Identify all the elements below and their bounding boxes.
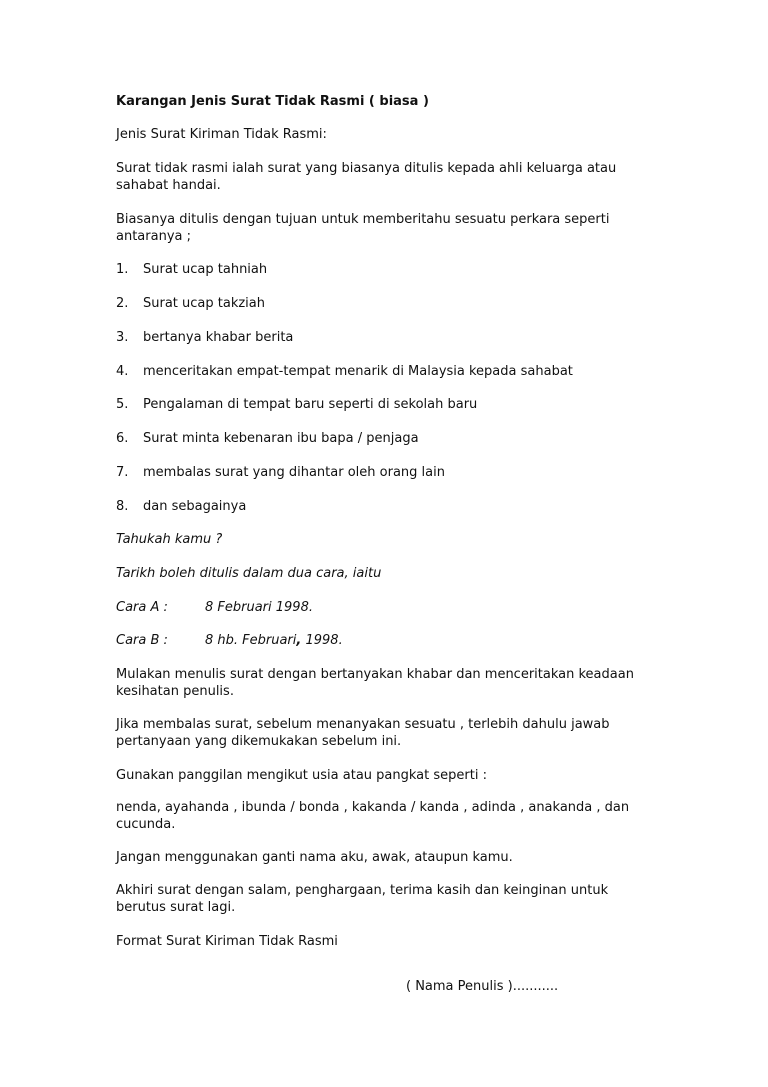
list-number: 1. (116, 262, 129, 277)
list-number: 7. (116, 465, 129, 480)
list-text: Pengalaman di tempat baru seperti di sekolah baru (143, 397, 478, 412)
list-item (116, 295, 656, 312)
list-item (116, 464, 656, 481)
list-item (116, 363, 656, 380)
list-number: 3. (116, 330, 129, 345)
cara-b-comma: , (296, 633, 302, 648)
list-number: 4. (116, 364, 129, 379)
writer-name-placeholder: ( Nama Penulis )........... (406, 979, 559, 994)
subtitle: Jenis Surat Kiriman Tidak Rasmi: (116, 127, 327, 142)
cara-b-value-post: 1998. (301, 633, 343, 648)
paragraph-start: Mulakan menulis surat dengan bertanyakan khabar dan menceritakan keadaan kesihatan penulis. (116, 667, 634, 699)
list-item (116, 261, 656, 278)
paragraph-titles: nenda, ayahanda , ibunda / bonda , kakanda / kanda , adinda , anakanda , dan cucunda. (116, 800, 630, 832)
list-text: Surat ucap tahniah (143, 262, 268, 277)
document-title: Karangan Jenis Surat Tidak Rasmi ( biasa ) (116, 94, 429, 109)
list-text: menceritakan empat-tempat menarik di Malaysia kepada sahabat (143, 364, 573, 379)
paragraph-ending: Akhiri surat dengan salam, penghargaan, terima kasih dan keinginan untuk berutus surat lagi. (116, 883, 609, 915)
list-item (116, 329, 656, 346)
list-item (116, 498, 656, 515)
list-number: 6. (116, 431, 129, 446)
paragraph-definition: Surat tidak rasmi ialah surat yang biasanya ditulis kepada ahli keluarga atau sahabat handai. (116, 161, 617, 193)
list-text: dan sebagainya (143, 499, 247, 514)
tarikh-note: Tarikh boleh ditulis dalam dua cara, iaitu (116, 566, 382, 581)
cara-b-label: Cara B : (116, 633, 168, 648)
paragraph-reply: Jika membalas surat, sebelum menanyakan sesuatu , terlebih dahulu jawab pertanyaan yang dikemukakan sebelum ini. (116, 717, 610, 749)
cara-b-value-pre: 8 hb. Februari (205, 633, 297, 648)
list-text: Surat minta kebenaran ibu bapa / penjaga (143, 431, 419, 446)
cara-a-value: 8 Februari 1998. (205, 600, 313, 615)
list-number: 8. (116, 499, 129, 514)
paragraph-avoid: Jangan menggunakan ganti nama aku, awak, ataupun kamu. (116, 850, 513, 865)
tahukah-heading: Tahukah kamu ? (116, 532, 223, 547)
cara-a-label: Cara A : (116, 600, 168, 615)
cara-b-line (116, 632, 656, 649)
format-heading: Format Surat Kiriman Tidak Rasmi (116, 934, 338, 949)
paragraph-purpose: Biasanya ditulis dengan tujuan untuk memberitahu sesuatu perkara seperti antaranya ; (116, 212, 610, 244)
paragraph-address: Gunakan panggilan mengikut usia atau pangkat seperti : (116, 768, 487, 783)
cara-a-line (116, 599, 656, 616)
list-text: bertanya khabar berita (143, 330, 294, 345)
list-text: membalas surat yang dihantar oleh orang lain (143, 465, 445, 480)
list-item (116, 396, 656, 413)
list-number: 2. (116, 296, 129, 311)
list-text: Surat ucap takziah (143, 296, 266, 311)
list-item (116, 430, 656, 447)
list-number: 5. (116, 397, 129, 412)
